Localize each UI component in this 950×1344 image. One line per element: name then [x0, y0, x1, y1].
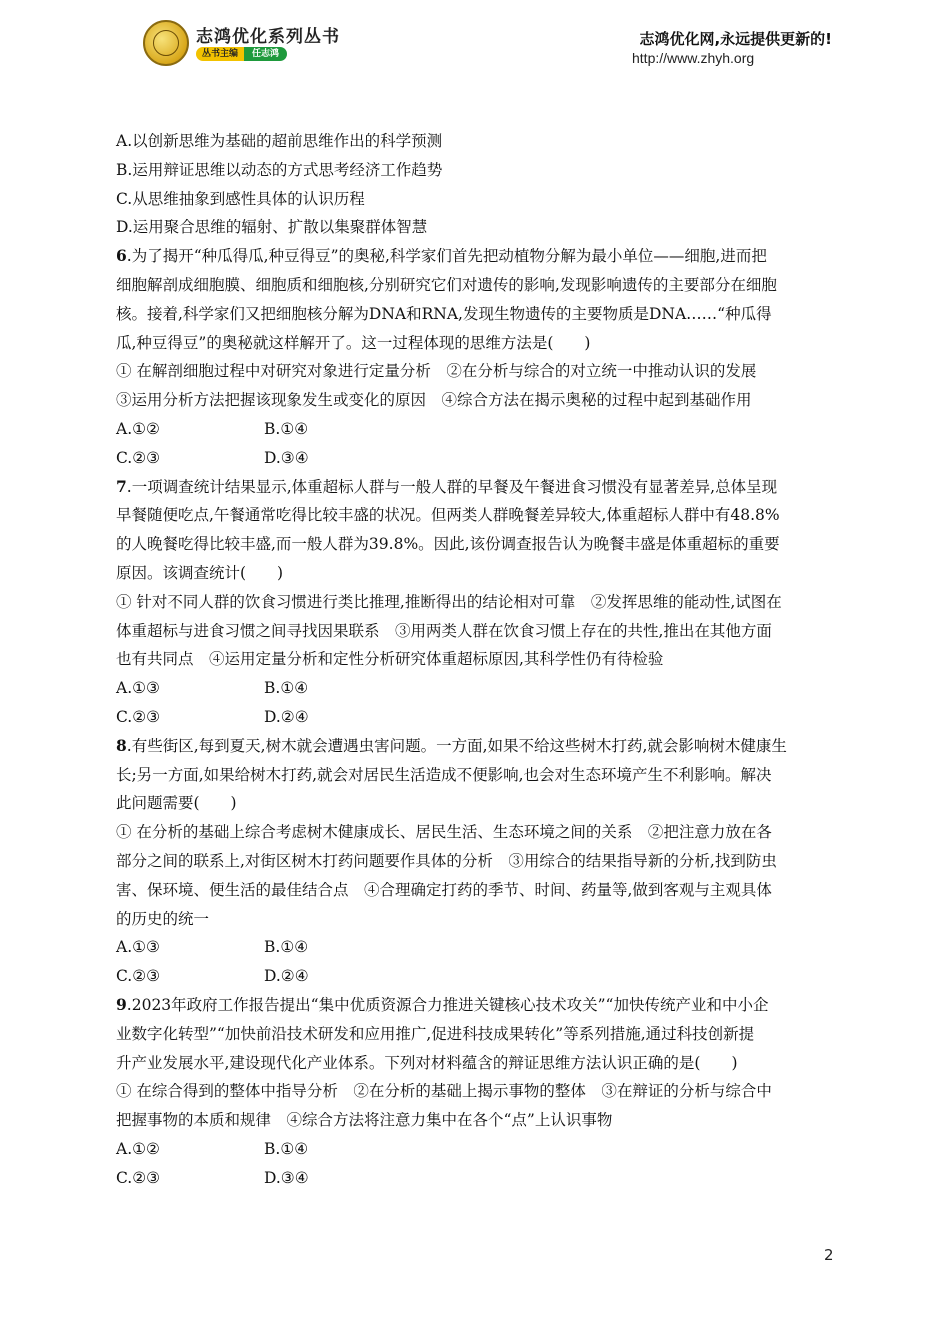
question-stem-line: 细胞解剖成细胞膜、细胞质和细胞核,分别研究它们对遗传的影响,发现影响遗传的主要部分在细胞 — [116, 275, 777, 294]
prev-option-c: C.从思维抽象到感性具体的认识历程 — [116, 189, 365, 208]
options-row — [116, 444, 832, 473]
question-number: 8 — [116, 735, 127, 755]
option-d: D.②④ — [264, 707, 309, 726]
question-number: 7 — [116, 476, 127, 496]
statement-line: ① 在解剖细胞过程中对研究对象进行定量分析 ②在分析与综合的对立统一中推动认识的发展 — [116, 362, 757, 381]
option-c: C.②③ — [116, 448, 161, 467]
option-a: A.①② — [116, 1139, 160, 1158]
question-content — [116, 127, 832, 1192]
editor-name: 任志鸿 — [244, 47, 287, 61]
options-row — [116, 703, 832, 732]
option-a: A.①③ — [116, 679, 160, 698]
options-row — [116, 962, 832, 991]
statement-line: ① 在分析的基础上综合考虑树木健康成长、居民生活、生态环境之间的关系 ②把注意力放在各 — [116, 823, 772, 842]
question-stem-line: 6.为了揭开“种瓜得瓜,种豆得豆”的奥秘,科学家们首先把动植物分解为最小单位——细胞,进而把 — [116, 246, 767, 266]
statement-line: 害、保环境、便生活的最佳结合点 ④合理确定打药的季节、时间、药量等,做到客观与主观具体 — [116, 880, 772, 899]
question-stem-line: 升产业发展水平,建设现代化产业体系。下列对材料蕴含的辩证思维方法认识正确的是( ) — [116, 1053, 738, 1072]
question-stem-line: 7.一项调查统计结果显示,体重超标人群与一般人群的早餐及午餐进食习惯没有显著差异,总体呈现 — [116, 476, 778, 496]
statement-line: 也有共同点 ④运用定量分析和定性分析研究体重超标原因,其科学性仍有待检验 — [116, 650, 664, 669]
prev-option-d: D.运用聚合思维的辐射、扩散以集聚群体智慧 — [116, 218, 428, 237]
options-row — [116, 1164, 832, 1193]
option-d: D.③④ — [264, 1168, 309, 1187]
prev-option-a: A.以创新思维为基础的超前思维作出的科学预测 — [116, 132, 443, 150]
series-title: 志鸿优化系列丛书 — [196, 27, 340, 47]
option-c: C.②③ — [116, 967, 161, 986]
editor-badge — [196, 47, 287, 61]
statement-line: 体重超标与进食习惯之间寻找因果联系 ③用两类人群在饮食习惯上存在的共性,推出在其他方面 — [116, 621, 772, 640]
option-c: C.②③ — [116, 707, 161, 726]
option-b: B.①④ — [264, 679, 309, 698]
question-stem-line: 业数字化转型”“加快前沿技术研发和应用推广,促进科技成果转化”等系列措施,通过科技创新提 — [116, 1024, 755, 1043]
option-a: A.①③ — [116, 938, 160, 957]
option-b: B.①④ — [264, 419, 309, 438]
header-slogan: 志鸿优化网,永远提供更新的! — [639, 30, 832, 48]
question-stem-line: 此问题需要( ) — [116, 794, 237, 813]
statement-line: ① 在综合得到的整体中指导分析 ②在分析的基础上揭示事物的整体 ③在辩证的分析与综合中 — [116, 1082, 772, 1101]
question-stem-line: 的人晚餐吃得比较丰盛,而一般人群为39.8%。因此,该份调查报告认为晚餐丰盛是体重超标的重要 — [116, 535, 780, 554]
page-number: 2 — [824, 1246, 834, 1264]
page-header — [0, 0, 950, 90]
option-c: C.②③ — [116, 1168, 161, 1187]
question-stem-line: 9.2023年政府工作报告提出“集中优质资源合力推进关键核心技术攻关”“加快传统产业和中小企 — [116, 994, 769, 1014]
question-stem-line: 长;另一方面,如果给树木打药,就会对居民生活造成不便影响,也会对生态环境产生不利影响。解决 — [116, 765, 772, 784]
option-b: B.①④ — [264, 938, 309, 957]
publisher-logo — [143, 20, 189, 66]
statement-line: 的历史的统一 — [116, 909, 210, 928]
question-stem-line: 原因。该调查统计( ) — [116, 563, 284, 582]
editor-label: 丛书主编 — [196, 47, 244, 61]
statement-line: 部分之间的联系上,对街区树木打药问题要作具体的分析 ③用综合的结果指导新的分析,找到防虫 — [116, 851, 777, 870]
question-stem-line: 早餐随便吃点,午餐通常吃得比较丰盛的状况。但两类人群晚餐差异较大,体重超标人群中有48.8% — [116, 506, 780, 525]
question-8 — [116, 732, 832, 991]
prev-option-b: B.运用辩证思维以动态的方式思考经济工作趋势 — [116, 160, 443, 179]
question-number: 9 — [116, 994, 127, 1014]
options-row — [116, 415, 832, 444]
question-stem-line: 瓜,种豆得豆”的奥秘就这样解开了。这一过程体现的思维方法是( ) — [116, 333, 591, 352]
question-6 — [116, 242, 832, 472]
options-row — [116, 1135, 832, 1164]
option-d: D.②④ — [264, 967, 309, 986]
header-url[interactable]: http://www.zhyh.org — [632, 50, 755, 66]
statement-line: ① 针对不同人群的饮食习惯进行类比推理,推断得出的结论相对可靠 ②发挥思维的能动性,试图在 — [116, 592, 782, 611]
question-stem-line: 核。接着,科学家们又把细胞核分解为DNA和RNA,发现生物遗传的主要物质是DNA……“种瓜得 — [116, 304, 772, 323]
question-number: 6 — [116, 246, 127, 266]
question-9 — [116, 991, 832, 1193]
question-stem-line: 8.有些街区,每到夏天,树木就会遭遇虫害问题。一方面,如果不给这些树木打药,就会影响树木健康生 — [116, 735, 787, 755]
options-row — [116, 933, 832, 962]
statement-line: 把握事物的本质和规律 ④综合方法将注意力集中在各个“点”上认识事物 — [116, 1111, 613, 1130]
options-row — [116, 674, 832, 703]
statement-line: ③运用分析方法把握该现象发生或变化的原因 ④综合方法在揭示奥秘的过程中起到基础作用 — [116, 391, 752, 410]
option-d: D.③④ — [264, 448, 309, 467]
option-a: A.①② — [116, 419, 160, 438]
option-b: B.①④ — [264, 1139, 309, 1158]
question-7 — [116, 473, 832, 732]
